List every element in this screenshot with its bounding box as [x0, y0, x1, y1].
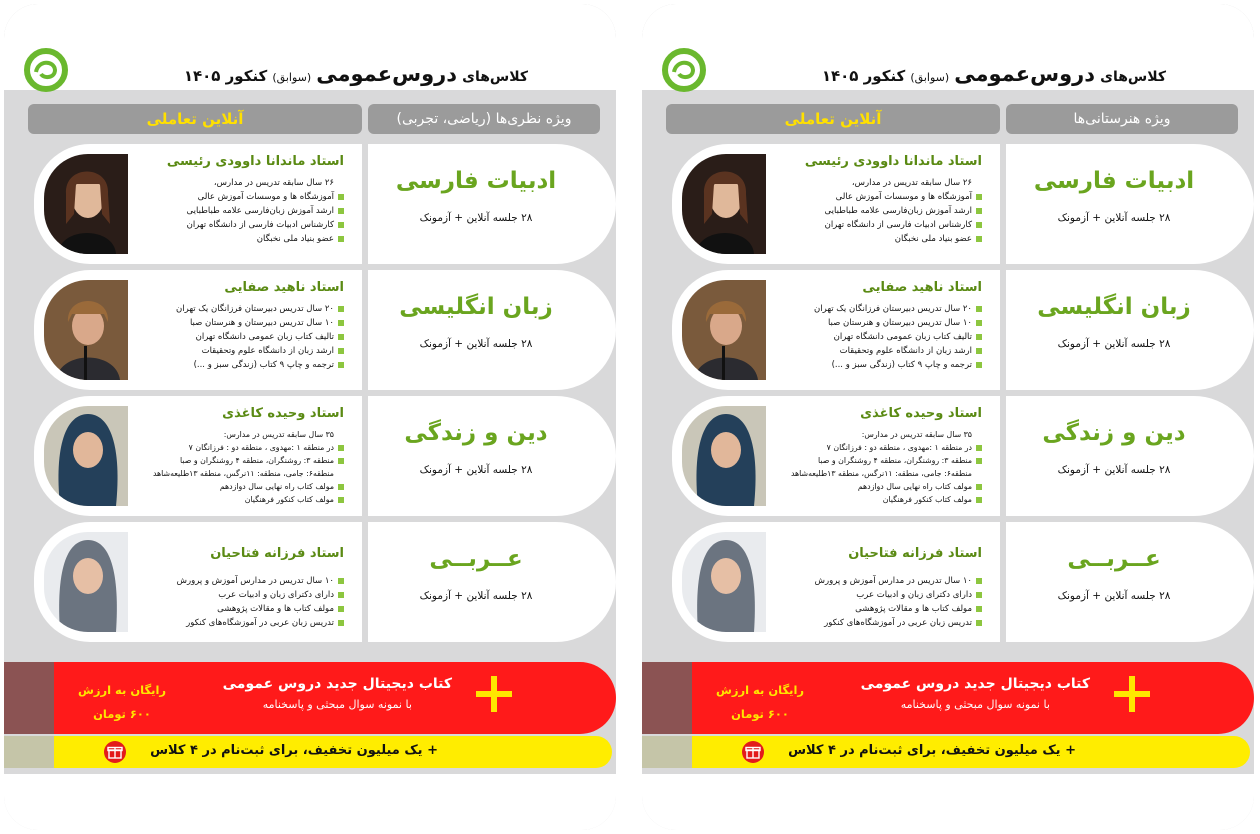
bio-item: کارشناس ادبیات فارسی از دانشگاه تهران — [187, 218, 344, 232]
bio-item: ۲۰ سال تدریس دبیرستان فرزانگان یک تهران — [814, 302, 982, 316]
teacher-panel — [672, 270, 1000, 390]
teacher-panel — [34, 396, 362, 516]
bio-item: عضو بنیاد ملی نخبگان — [187, 232, 344, 246]
bio-item: دارای دکترای زبان و ادبیات عرب — [815, 588, 982, 602]
teacher-panel — [34, 270, 362, 390]
bio-item: مولف کتاب ها و مقالات پژوهشی — [177, 602, 344, 616]
bio-item: منطقه۶: جامی، منطقه: ۱۱نرگس، منطقه ۱۳طلیعه‌شاهد — [790, 469, 972, 478]
bio-item: ۱۰ سال تدریس دبیرستان و هنرستان صبا — [814, 316, 982, 330]
teacher-photo — [682, 406, 766, 506]
subject-panel — [368, 396, 616, 516]
teacher-name: استاد وحیده کاغذی — [222, 406, 344, 421]
track-header: ویژه نظری‌ها (ریاضی، تجربی) — [368, 104, 600, 134]
teacher-panel — [34, 522, 362, 642]
bio-item: تالیف کتاب زبان عمومی دانشگاه تهران — [814, 330, 982, 344]
teacher-bio-list — [176, 302, 344, 372]
flyer-footer-area — [642, 774, 1254, 830]
teacher-bio-list — [177, 574, 344, 630]
session-count: ۲۸ جلسه آنلاین + آزمونک — [1057, 212, 1171, 224]
brand-logo-icon — [24, 48, 68, 92]
session-count: ۲۸ جلسه آنلاین + آزمونک — [419, 338, 533, 350]
subject-title: زبان انگلیسی — [399, 294, 553, 320]
discount-banner — [692, 736, 1250, 768]
book-offer: کتاب دیجیتال جدید دروس عمومی با نمونه سوال مبحثی و پاسخنامه — [222, 676, 452, 711]
title-exam: کنکور ۱۴۰۵ — [183, 67, 268, 85]
page-title — [822, 62, 1166, 86]
subject-title: دین و زندگی — [1042, 420, 1186, 446]
bio-item: منطقه ۳: روشنگران، منطقه ۴ روشنگران و صبا — [153, 454, 344, 467]
promo-banner — [54, 662, 616, 734]
plus-icon — [476, 676, 512, 712]
teacher-photo — [682, 154, 766, 254]
bio-item: ۲۶ سال سابقه تدریس در مدارس، — [213, 178, 334, 188]
teacher-bio-list — [825, 176, 982, 246]
discount-strip — [4, 736, 54, 768]
bio-item: مولف کتاب کنکور فرهنگیان — [153, 493, 344, 506]
bio-item: ۱۰ سال تدریس در مدارس آموزش و پرورش — [815, 574, 982, 588]
teacher-bio-list — [153, 428, 344, 506]
flyer-footer-area — [4, 774, 616, 830]
discount-text: + یک میلیون تخفیف، برای ثبت‌نام در ۴ کلاس — [150, 743, 438, 758]
brand-logo-icon — [662, 48, 706, 92]
teacher-name: استاد فرزانه فتاحیان — [210, 546, 344, 561]
discount-strip — [642, 736, 692, 768]
session-count: ۲۸ جلسه آنلاین + آزمونک — [1057, 338, 1171, 350]
bio-item: مولف کتاب کنکور فرهنگیان — [791, 493, 982, 506]
free-offer: رایگان به ارزش ۶۰۰ تومان — [715, 683, 805, 721]
free-offer: رایگان به ارزش ۶۰۰ تومان — [77, 683, 167, 721]
flyer-card — [642, 4, 1254, 830]
bio-item: در منطقه ۱ :مهدوی ، منطقه دو : فرزانگان ۷ — [153, 441, 344, 454]
bio-item: آموزشگاه ها و موسسات آموزش عالی — [825, 190, 982, 204]
teacher-panel — [672, 522, 1000, 642]
teacher-name: استاد ناهید صفایی — [862, 280, 982, 295]
flyer-theoretical — [4, 4, 616, 830]
bio-item: ۱۰ سال تدریس در مدارس آموزش و پرورش — [177, 574, 344, 588]
bio-item: تدریس زبان عربی در آموزشگاه‌های کنکور — [177, 616, 344, 630]
title-note: (سوابق) — [272, 71, 312, 84]
teacher-photo — [682, 532, 766, 632]
bio-item: دارای دکترای زبان و ادبیات عرب — [177, 588, 344, 602]
teacher-photo — [44, 532, 128, 632]
discount-text: + یک میلیون تخفیف، برای ثبت‌نام در ۴ کلاس — [788, 743, 1076, 758]
subject-panel — [1006, 270, 1254, 390]
bio-item: ارشد آموزش زبان‌فارسی علامه طباطبایی — [187, 204, 344, 218]
track-header: ویژه هنرستانی‌ها — [1006, 104, 1238, 134]
subject-panel — [368, 522, 616, 642]
session-count: ۲۸ جلسه آنلاین + آزمونک — [1057, 464, 1171, 476]
teacher-photo — [682, 280, 766, 380]
teacher-panel — [672, 396, 1000, 516]
gift-icon — [742, 741, 764, 763]
subject-panel — [368, 144, 616, 264]
teacher-panel — [672, 144, 1000, 264]
bio-item: مولف کتاب راه نهایی سال دوازدهم — [153, 480, 344, 493]
teacher-bio-list — [814, 302, 982, 372]
bio-item: ارشد زبان از دانشگاه علوم وتحقیقات — [814, 344, 982, 358]
book-offer: کتاب دیجیتال جدید دروس عمومی با نمونه سوال مبحثی و پاسخنامه — [860, 676, 1090, 711]
bio-item: ۲۶ سال سابقه تدریس در مدارس، — [851, 178, 972, 188]
title-subject: دروس‌عمومی — [316, 62, 458, 86]
bio-item: عضو بنیاد ملی نخبگان — [825, 232, 982, 246]
teacher-bio-list — [791, 428, 982, 506]
bio-item: منطقه۶: جامی، منطقه: ۱۱نرگس، منطقه ۱۳طلیعه‌شاهد — [152, 469, 334, 478]
bio-item: ترجمه و چاپ ۹ کتاب (زندگی سبز و ...) — [176, 358, 344, 372]
promo-banner — [692, 662, 1254, 734]
bio-item: ارشد آموزش زبان‌فارسی علامه طباطبایی — [825, 204, 982, 218]
bio-item: مولف کتاب راه نهایی سال دوازدهم — [791, 480, 982, 493]
teacher-name: استاد ماندانا داوودی رئیسی — [166, 154, 344, 169]
session-count: ۲۸ جلسه آنلاین + آزمونک — [419, 464, 533, 476]
subject-title: ادبیات فارسی — [1033, 168, 1195, 194]
promo-strip — [642, 662, 692, 734]
teacher-name: استاد ناهید صفایی — [224, 280, 344, 295]
title-subject: دروس‌عمومی — [954, 62, 1096, 86]
discount-banner — [54, 736, 612, 768]
session-count: ۲۸ جلسه آنلاین + آزمونک — [1057, 590, 1171, 602]
teacher-panel — [34, 144, 362, 264]
subject-panel — [1006, 396, 1254, 516]
bio-item: ارشد زبان از دانشگاه علوم وتحقیقات — [176, 344, 344, 358]
subject-panel — [1006, 144, 1254, 264]
online-header: آنلاین تعاملی — [666, 104, 1000, 134]
subject-title: عــربــی — [429, 546, 523, 572]
teacher-bio-list — [815, 574, 982, 630]
teacher-name: استاد وحیده کاغذی — [860, 406, 982, 421]
subject-panel — [368, 270, 616, 390]
gift-icon — [104, 741, 126, 763]
page-title — [184, 62, 528, 86]
bio-item: ۳۵ سال سابقه تدریس در مدارس: — [223, 430, 334, 439]
subject-title: زبان انگلیسی — [1037, 294, 1191, 320]
bio-item: ۱۰ سال تدریس دبیرستان و هنرستان صبا — [176, 316, 344, 330]
flyer-vocational — [642, 4, 1254, 830]
plus-icon — [1114, 676, 1150, 712]
bio-item: ترجمه و چاپ ۹ کتاب (زندگی سبز و ...) — [814, 358, 982, 372]
subject-title: عــربــی — [1067, 546, 1161, 572]
session-count: ۲۸ جلسه آنلاین + آزمونک — [419, 590, 533, 602]
bio-item: تالیف کتاب زبان عمومی دانشگاه تهران — [176, 330, 344, 344]
promo-strip — [4, 662, 54, 734]
bio-item: کارشناس ادبیات فارسی از دانشگاه تهران — [825, 218, 982, 232]
teacher-photo — [44, 154, 128, 254]
bio-item: منطقه ۳: روشنگران، منطقه ۴ روشنگران و صبا — [791, 454, 982, 467]
bio-item: آموزشگاه ها و موسسات آموزش عالی — [187, 190, 344, 204]
bio-item: ۲۰ سال تدریس دبیرستان فرزانگان یک تهران — [176, 302, 344, 316]
bio-item: در منطقه ۱ :مهدوی ، منطقه دو : فرزانگان ۷ — [791, 441, 982, 454]
subject-title: ادبیات فارسی — [395, 168, 557, 194]
teacher-name: استاد ماندانا داوودی رئیسی — [804, 154, 982, 169]
title-note: (سوابق) — [910, 71, 950, 84]
teacher-name: استاد فرزانه فتاحیان — [848, 546, 982, 561]
bio-item: ۳۵ سال سابقه تدریس در مدارس: — [861, 430, 972, 439]
subject-title: دین و زندگی — [404, 420, 548, 446]
bio-item: مولف کتاب ها و مقالات پژوهشی — [815, 602, 982, 616]
online-header: آنلاین تعاملی — [28, 104, 362, 134]
teacher-photo — [44, 406, 128, 506]
title-exam: کنکور ۱۴۰۵ — [821, 67, 906, 85]
teacher-bio-list — [187, 176, 344, 246]
flyer-card — [4, 4, 616, 830]
bio-item: تدریس زبان عربی در آموزشگاه‌های کنکور — [815, 616, 982, 630]
title-part: کلاس‌های — [462, 69, 528, 85]
subject-panel — [1006, 522, 1254, 642]
session-count: ۲۸ جلسه آنلاین + آزمونک — [419, 212, 533, 224]
title-part: کلاس‌های — [1100, 69, 1166, 85]
teacher-photo — [44, 280, 128, 380]
